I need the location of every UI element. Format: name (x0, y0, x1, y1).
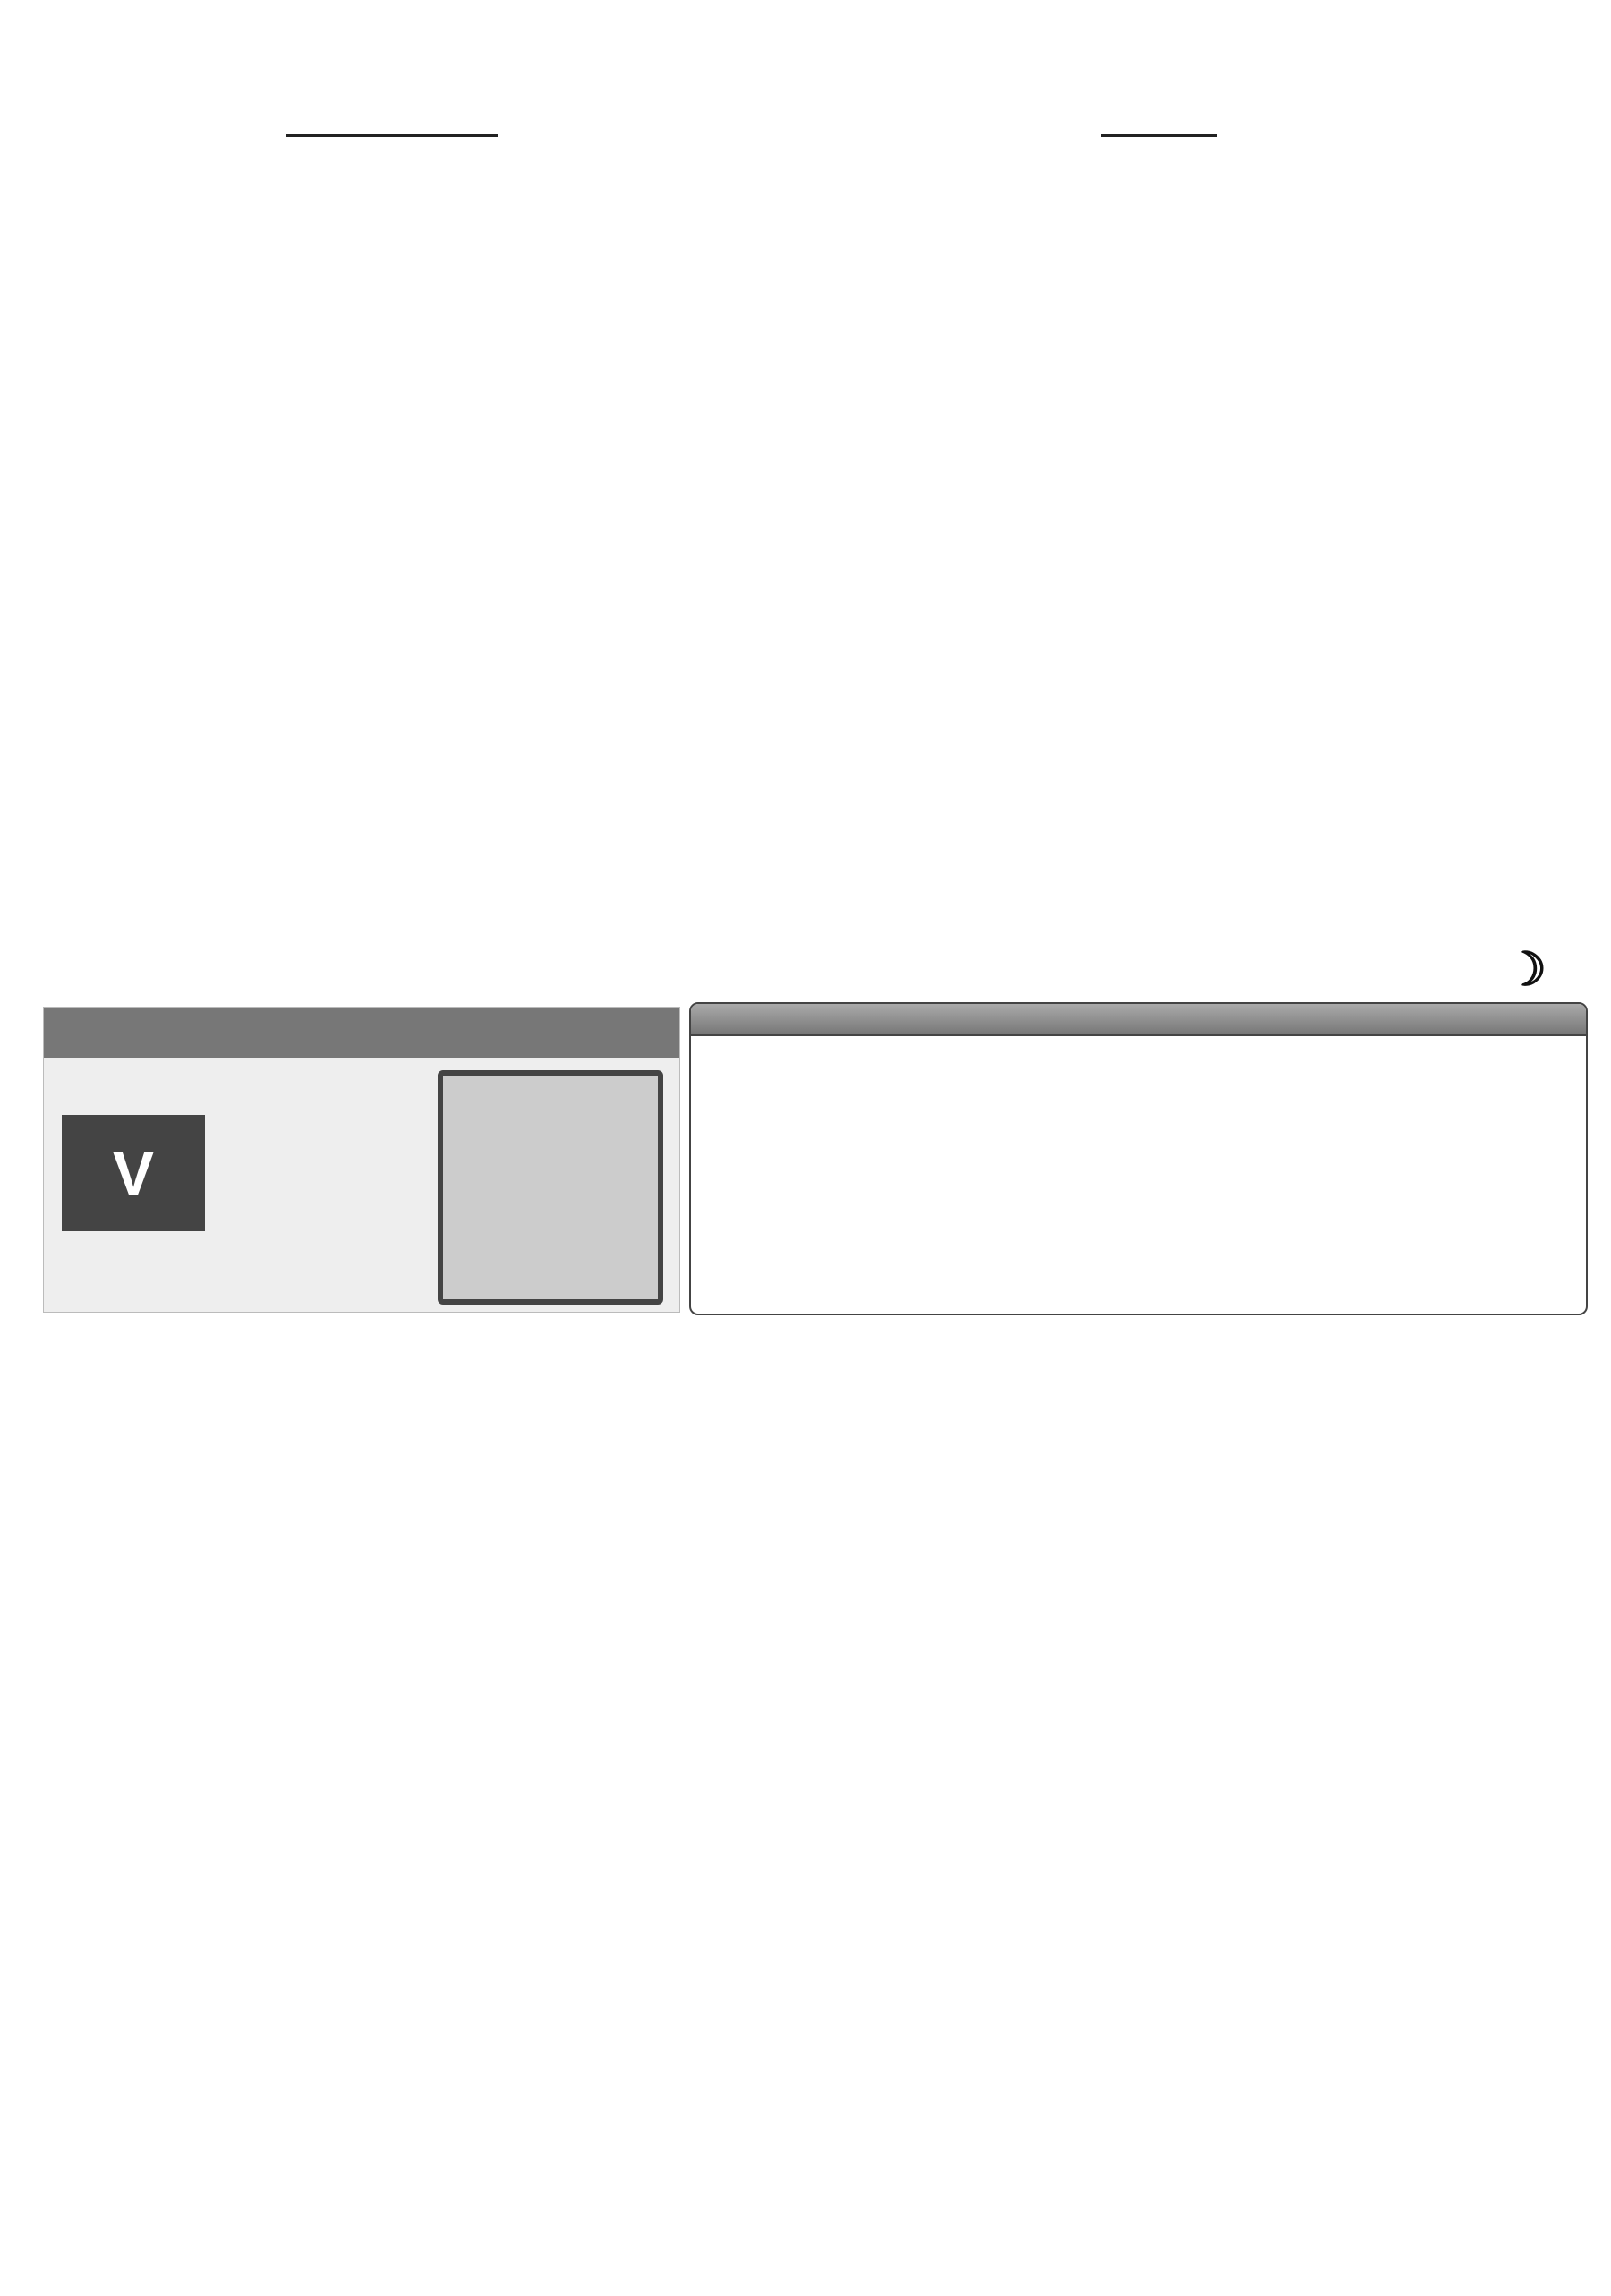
phone-icon: ☽ (1504, 944, 1547, 996)
tv-vladivostok-promo (43, 1007, 680, 1313)
ad-phone (1504, 943, 1547, 997)
tvv-banner (44, 1008, 679, 1058)
header-rule-left (286, 134, 498, 137)
ad-banner (43, 877, 1573, 996)
vladivostok-logo: V (62, 1115, 205, 1231)
monitor-image (438, 1070, 663, 1305)
channel-8-vladivostok (689, 1002, 1588, 1315)
header-rule-right (1101, 134, 1217, 137)
channel-header (691, 1004, 1586, 1036)
